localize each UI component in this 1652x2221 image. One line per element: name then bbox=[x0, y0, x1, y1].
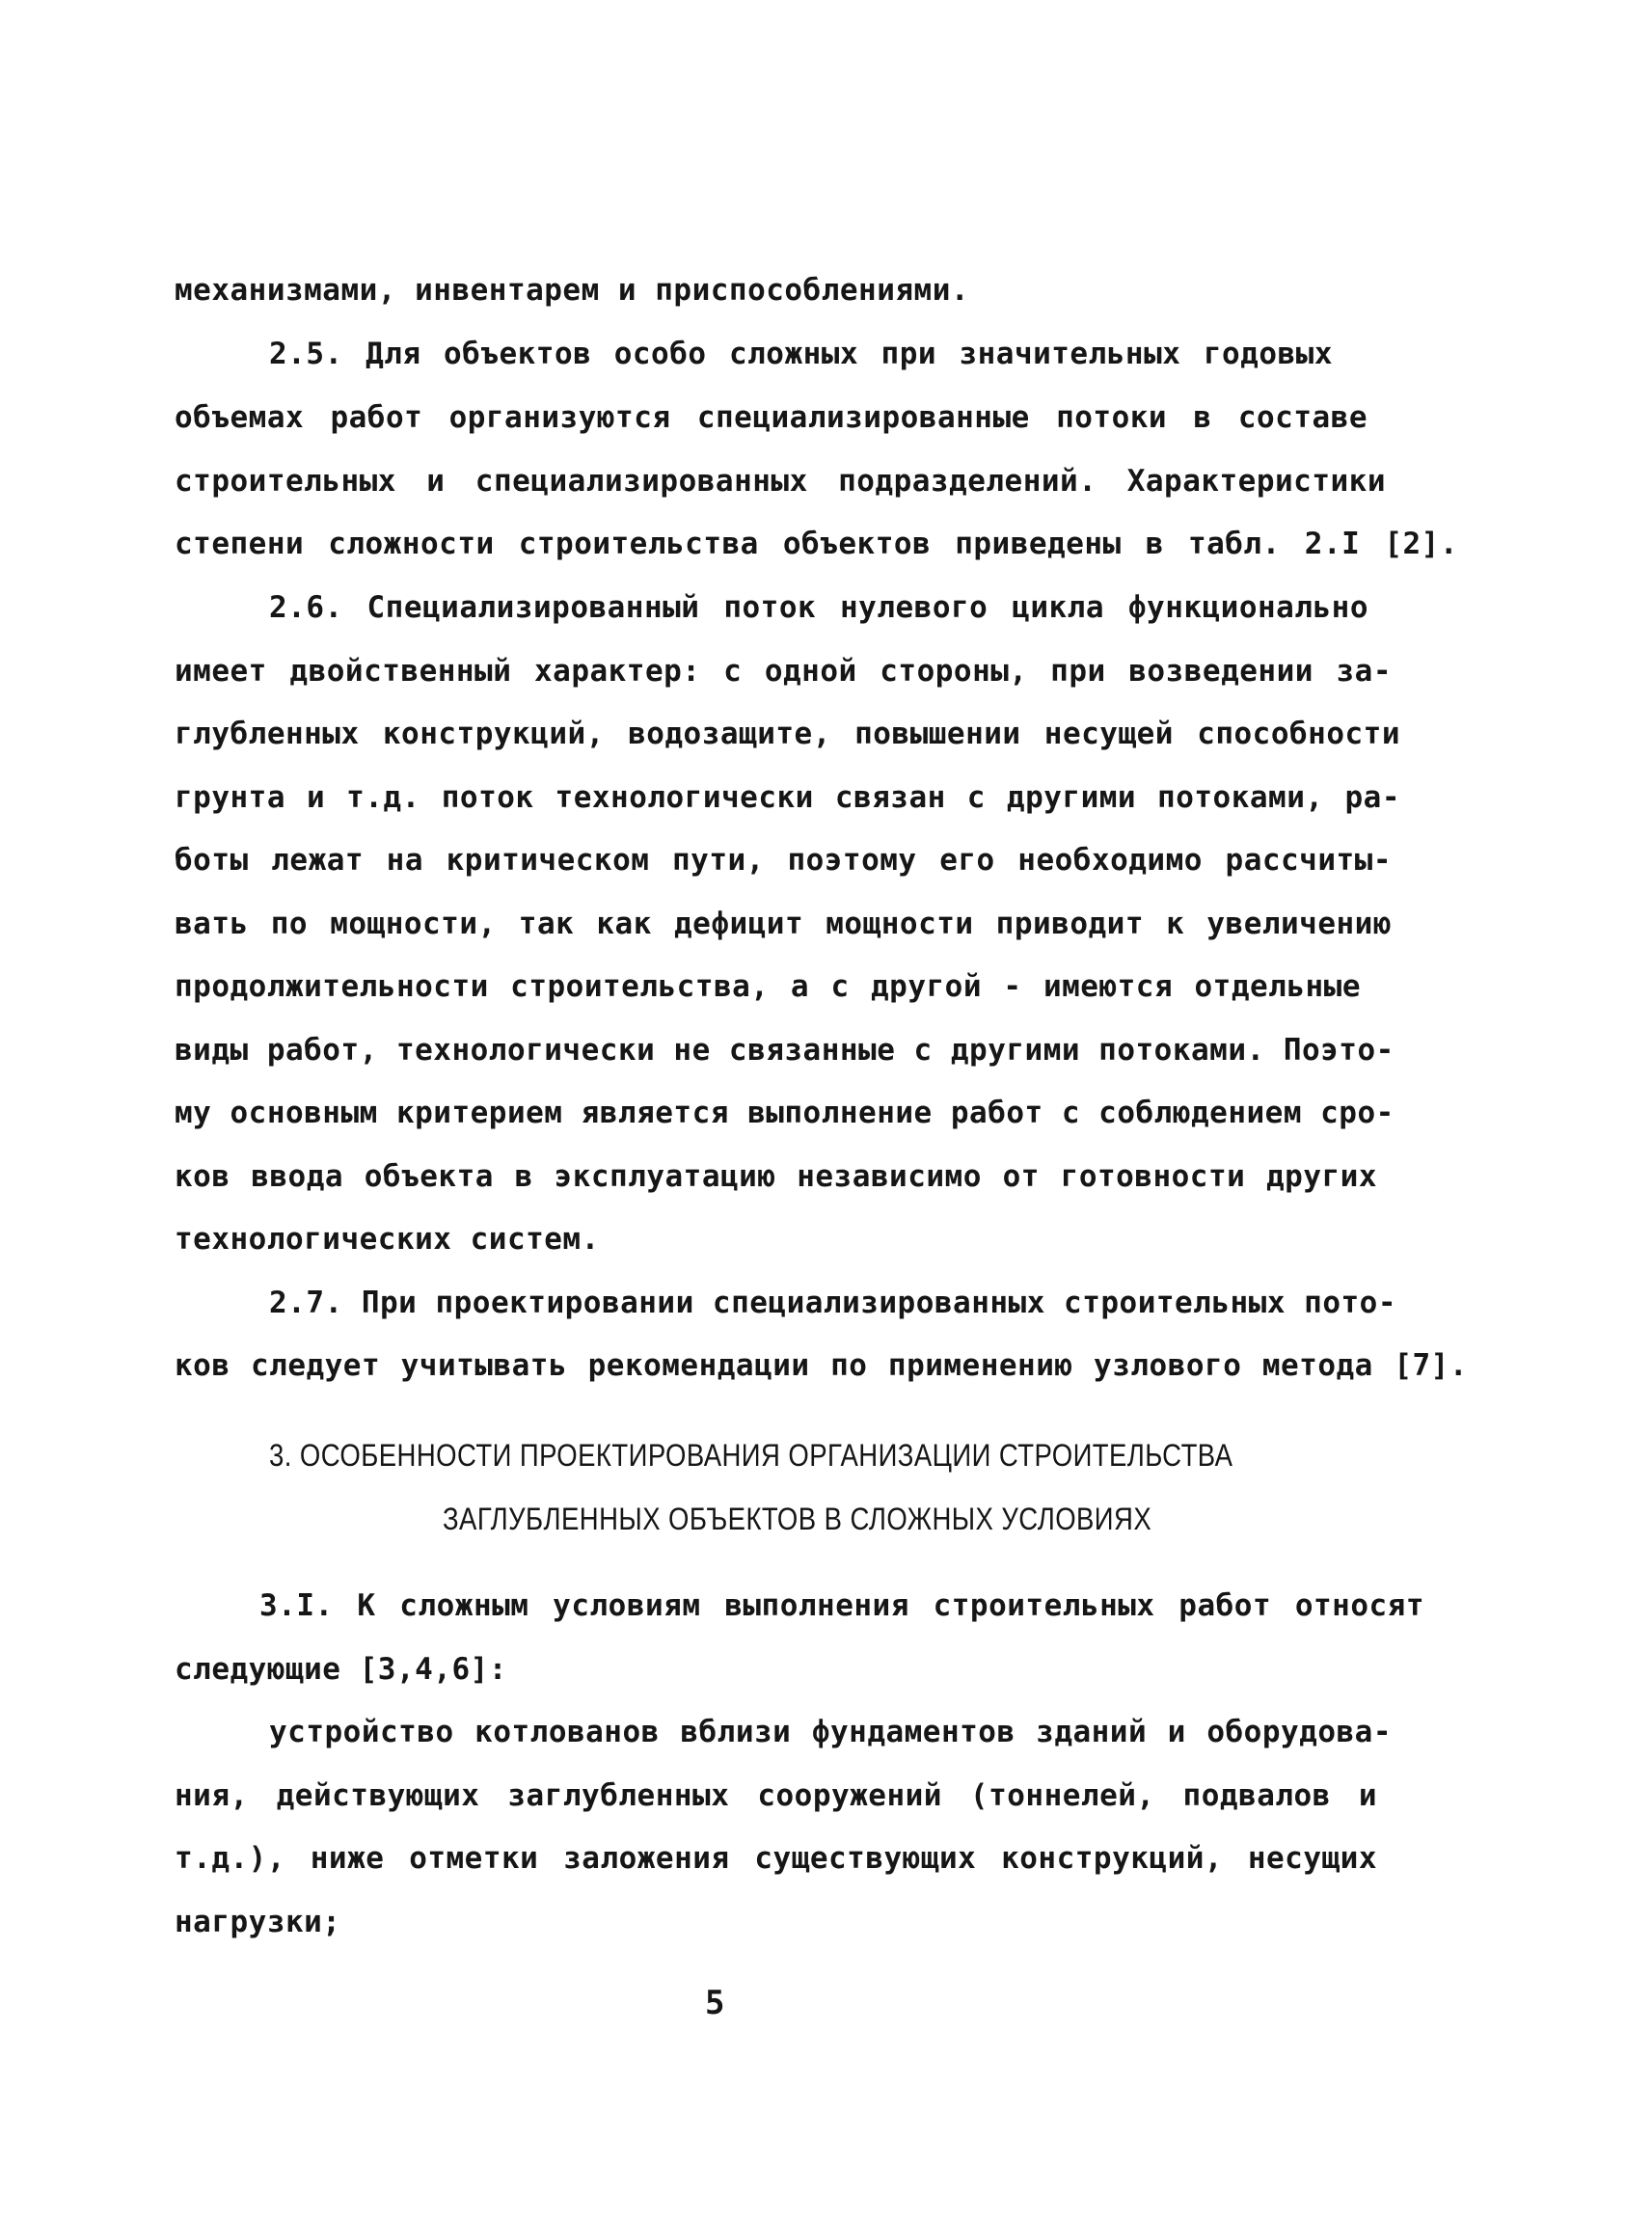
list-item-line-1: устройство котлованов вблизи фундаментов зданий и оборудова- bbox=[269, 1715, 1392, 1749]
paragraph-2-6-line-3: глубленных конструкций, водозащите, повышении несущей способности bbox=[175, 717, 1400, 751]
paragraph-2-5-line-3: строительных и специализированных подразделений. Характеристики bbox=[175, 464, 1386, 499]
paragraph-2-6-line-5: боты лежат на критическом пути, поэтому его необходимо рассчиты- bbox=[175, 843, 1392, 878]
section-3-heading-line-2: ЗАГЛУБЛЕННЫХ ОБЪЕКТОВ В СЛОЖНЫХ УСЛОВИЯХ bbox=[443, 1502, 1152, 1536]
paragraph-2-6-line-4: грунта и т.д. поток технологически связан с другими потоками, ра- bbox=[175, 780, 1400, 815]
list-item-line-3: т.д.), ниже отметки заложения существующих конструкций, несущих bbox=[175, 1841, 1377, 1876]
paragraph-2-6-line-6: вать по мощности, так как дефицит мощности приводит к увеличению bbox=[175, 907, 1392, 941]
paragraph-2-6-line-11: технологических систем. bbox=[175, 1222, 600, 1257]
list-item-line-4: нагрузки; bbox=[175, 1905, 341, 1939]
page-number: 5 bbox=[705, 1984, 725, 2022]
paragraph-2-7-line-1: 2.7. При проектировании специализированных строительных пото- bbox=[269, 1286, 1396, 1320]
paragraph-2-6-line-10: ков ввода объекта в эксплуатацию независимо от готовности других bbox=[175, 1159, 1377, 1194]
paragraph-2-5-line-4: степени сложности строительства объектов приведены в табл. 2.I [2]. bbox=[175, 527, 1458, 561]
paragraph-2-7-line-2: ков следует учитывать рекомендации по применению узлового метода [7]. bbox=[175, 1348, 1468, 1383]
list-item-line-2: ния, действующих заглубленных сооружений (тоннелей, подвалов и bbox=[175, 1778, 1377, 1813]
paragraph-2-6-line-1: 2.6. Специализированный поток нулевого цикла функционально bbox=[269, 590, 1368, 625]
paragraph-2-6-line-9: му основным критерием является выполнение работ с соблюдением сро- bbox=[175, 1096, 1395, 1130]
paragraph-2-6-line-2: имеет двойственный характер: с одной стороны, при возведении за- bbox=[175, 654, 1392, 689]
section-3-heading-line-1: 3. ОСОБЕННОСТИ ПРОЕКТИРОВАНИЯ ОРГАНИЗАЦИИ СТРОИТЕЛЬСТВА bbox=[269, 1438, 1233, 1473]
paragraph-3-1-line-2: следующие [3,4,6]: bbox=[175, 1652, 507, 1687]
body-line-1: механизмами, инвентарем и приспособлениями. bbox=[175, 273, 970, 308]
paragraph-3-1-line-1: 3.I. К сложным условиям выполнения строительных работ относят bbox=[259, 1588, 1424, 1623]
paragraph-2-6-line-7: продолжительности строительства, а с другой - имеются отдельные bbox=[175, 969, 1361, 1004]
paragraph-2-6-line-8: виды работ, технологически не связанные с другими потоками. Поэто- bbox=[175, 1033, 1395, 1068]
paragraph-2-5-line-2: объемах работ организуются специализированные потоки в составе bbox=[175, 400, 1368, 435]
paragraph-2-5-line-1: 2.5. Для объектов особо сложных при значительных годовых bbox=[269, 337, 1333, 371]
